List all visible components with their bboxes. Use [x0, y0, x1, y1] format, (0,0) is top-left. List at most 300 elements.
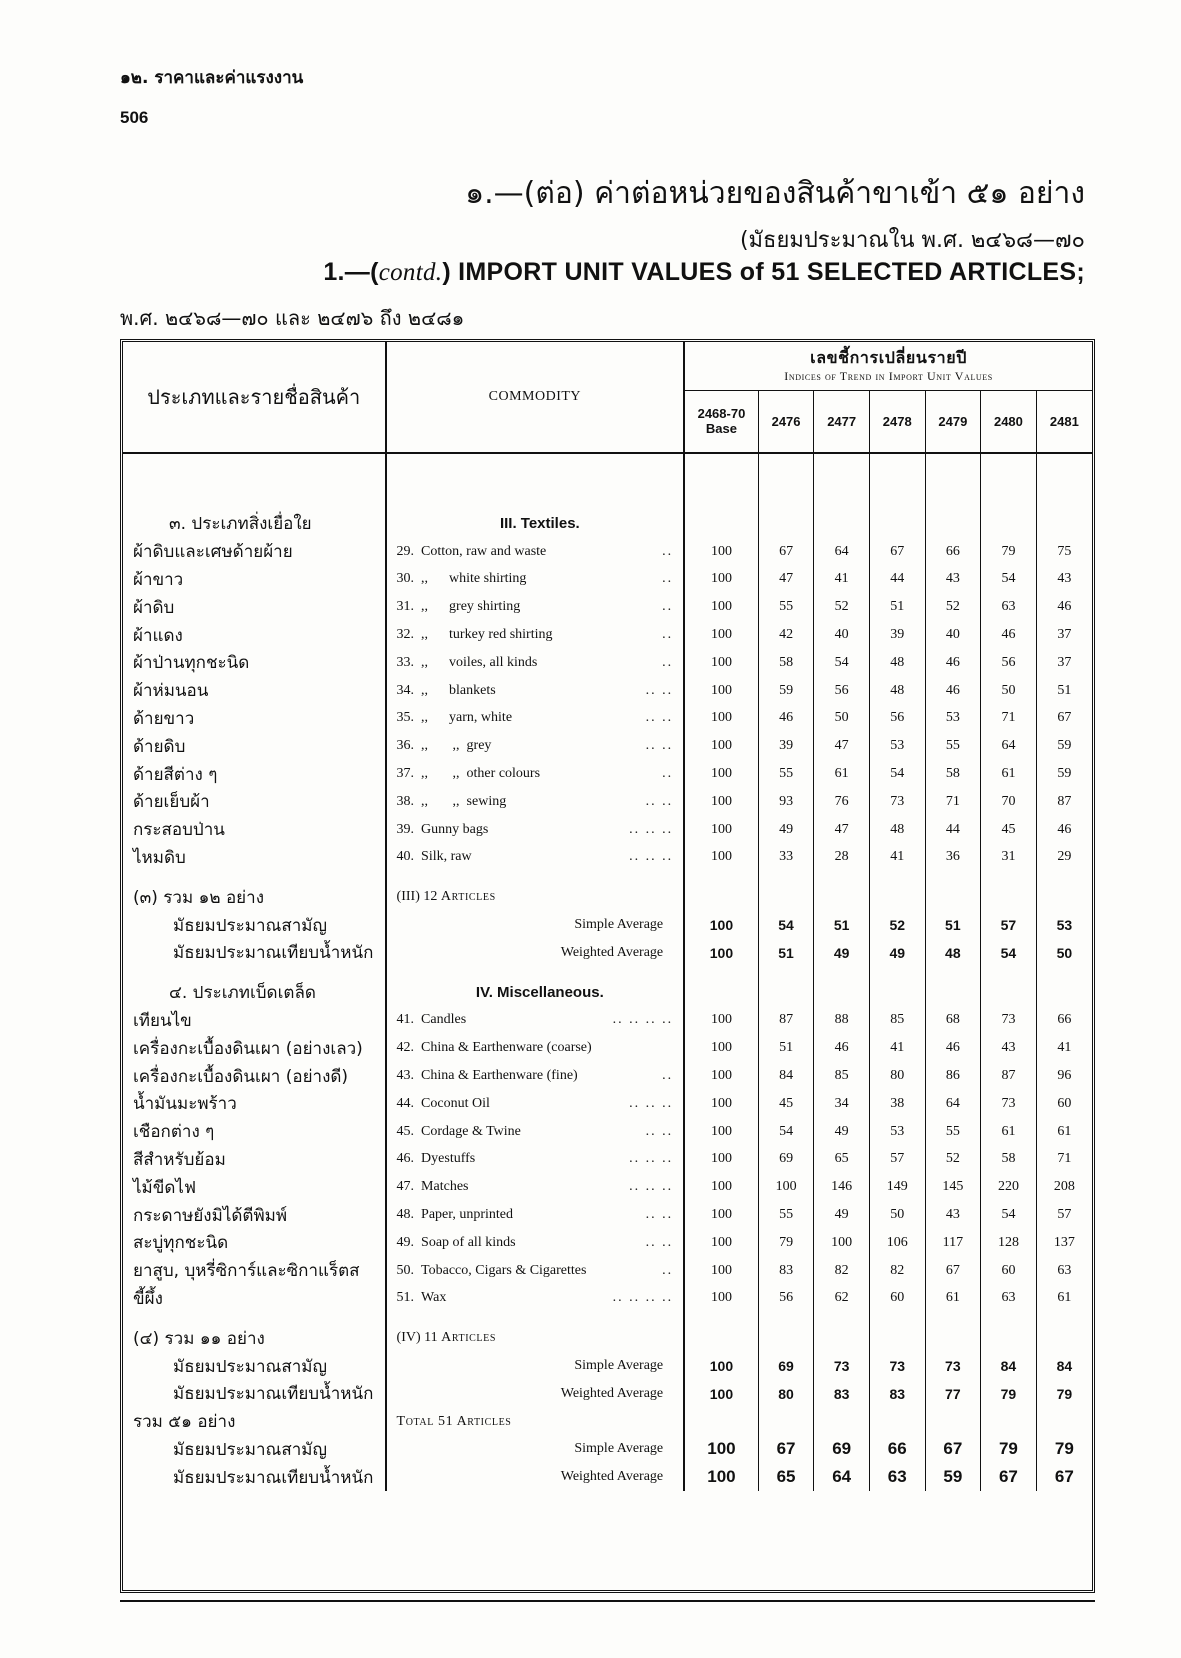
value-cell [869, 1173, 925, 1201]
value: 67 [943, 1439, 963, 1459]
value-cell [1036, 816, 1092, 844]
value-cell [1036, 760, 1092, 788]
value: 54 [834, 654, 849, 670]
value: 46 [779, 710, 794, 726]
value: 83 [779, 1262, 794, 1278]
value: 58 [779, 654, 794, 670]
item-number: 34. [396, 682, 415, 698]
value-cell [981, 538, 1037, 566]
table-row [123, 816, 1092, 844]
value: 100 [710, 1234, 732, 1250]
value: 79 [1054, 1439, 1074, 1459]
value: 44 [945, 821, 960, 837]
value: 53 [945, 710, 960, 726]
value-cell [925, 1062, 981, 1090]
value: 50 [890, 1207, 905, 1223]
value-cell [869, 1118, 925, 1146]
value: 43 [1001, 1040, 1016, 1056]
value: 59 [1057, 766, 1072, 782]
empty-cell [1036, 1408, 1092, 1436]
value: 66 [1057, 1012, 1072, 1028]
value: 53 [890, 1123, 905, 1139]
value: 51 [778, 944, 794, 961]
value-cell [925, 649, 981, 677]
value-cell [925, 1463, 981, 1491]
commodity-english [386, 677, 685, 705]
value: 58 [945, 766, 960, 782]
value-cell [758, 788, 814, 816]
value-cell [869, 677, 925, 705]
value: 87 [779, 1012, 794, 1028]
value-cell [758, 566, 814, 594]
value-cell [925, 1285, 981, 1313]
value: 100 [707, 1439, 736, 1459]
value: 59 [779, 682, 794, 698]
value: 66 [887, 1439, 907, 1459]
value: 59 [1057, 738, 1072, 754]
value-cell [758, 538, 814, 566]
commodity-english [386, 760, 685, 788]
empty-cell [123, 871, 386, 883]
value: 50 [834, 710, 849, 726]
commodity-thai: เชือกต่าง ๆ [123, 1118, 386, 1146]
empty-cell [1036, 510, 1092, 538]
empty-cell [758, 1408, 814, 1436]
empty-cell [925, 510, 981, 538]
value: 54 [1001, 571, 1016, 587]
value: 87 [1001, 1068, 1016, 1084]
commodity-thai: ด้ายขาว [123, 705, 386, 733]
value: 100 [709, 944, 734, 961]
commodity-thai: กระสอบป่าน [123, 816, 386, 844]
value: 69 [778, 1358, 794, 1374]
value: 106 [886, 1234, 908, 1250]
table-row [123, 760, 1092, 788]
item-number: 44. [396, 1095, 415, 1111]
leader-dots: .. [662, 766, 674, 782]
value-cell [869, 1463, 925, 1491]
value-cell [1036, 1062, 1092, 1090]
value-cell [869, 538, 925, 566]
table-row [123, 538, 1092, 566]
value-cell [758, 732, 814, 760]
commodity-english [386, 1090, 685, 1118]
value: 76 [834, 793, 849, 809]
empty-cell [981, 967, 1037, 979]
value: 49 [834, 1207, 849, 1223]
value: 45 [1001, 821, 1016, 837]
item-number: 36. [396, 738, 415, 754]
value: 51 [890, 599, 905, 615]
value-cell [1036, 677, 1092, 705]
empty-cell [814, 1324, 870, 1352]
value: 43 [945, 571, 960, 587]
value-cell [925, 621, 981, 649]
value: 100 [775, 1179, 797, 1195]
commodity-english [386, 1201, 685, 1229]
section-header-row [123, 979, 1092, 1007]
empty-cell [684, 979, 758, 1007]
weighted-average-english: Weighted Average [386, 939, 685, 967]
value: 67 [1057, 710, 1072, 726]
value: 47 [779, 571, 794, 587]
value: 79 [779, 1234, 794, 1250]
table-row [123, 844, 1092, 872]
commodity-thai: สะบู่ทุกชะนิด [123, 1229, 386, 1257]
value: 73 [1001, 1012, 1016, 1028]
value-cell [869, 566, 925, 594]
value-cell [981, 788, 1037, 816]
summary-group: (IV) 11 [396, 1330, 438, 1346]
leader-dots: .. .. [645, 710, 674, 726]
value: 54 [1000, 944, 1017, 961]
gap-row [123, 967, 1092, 979]
leader-dots: .. [662, 627, 674, 643]
value-cell [684, 1034, 758, 1062]
value-cell [814, 705, 870, 733]
value-cell [758, 1146, 814, 1174]
value: 84 [779, 1068, 794, 1084]
header-year: 2476 [758, 391, 814, 453]
header-year: 2477 [814, 391, 870, 453]
commodity-thai: ด้ายดิบ [123, 732, 386, 760]
empty-cell [981, 510, 1037, 538]
value-cell [869, 705, 925, 733]
value-cell [925, 1436, 981, 1464]
value: 49 [833, 944, 850, 961]
leader-dots: .. [662, 599, 674, 615]
value: 67 [779, 543, 794, 559]
value: 100 [710, 1151, 732, 1167]
value: 56 [1001, 654, 1016, 670]
value: 67 [1054, 1467, 1074, 1487]
value: 100 [710, 1068, 732, 1084]
value: 43 [1057, 571, 1072, 587]
value: 54 [778, 917, 794, 934]
commodity-english [386, 1229, 685, 1257]
commodity-english [386, 705, 685, 733]
value-cell [814, 1146, 870, 1174]
item-number: 43. [396, 1068, 415, 1084]
value: 79 [1056, 1385, 1073, 1402]
value: 63 [1001, 1290, 1016, 1306]
value: 54 [1001, 1207, 1016, 1223]
item-number: 39. [396, 821, 415, 837]
value: 100 [710, 1262, 732, 1278]
value-cell [981, 1380, 1037, 1408]
value: 60 [890, 1290, 905, 1306]
item-number: 50. [396, 1262, 415, 1278]
value-cell [981, 816, 1037, 844]
value: 55 [945, 1123, 960, 1139]
value: 87 [1057, 793, 1072, 809]
value-cell [814, 760, 870, 788]
simple-average-english: Simple Average [386, 1436, 685, 1464]
commodity-english [386, 1257, 685, 1285]
commodity-english [386, 1118, 685, 1146]
empty-cell [869, 1408, 925, 1436]
value: 40 [945, 627, 960, 643]
value-cell [814, 1436, 870, 1464]
value-cell [1036, 1352, 1092, 1380]
value: 149 [886, 1179, 908, 1195]
item-number: 47. [396, 1179, 415, 1195]
value-cell [925, 677, 981, 705]
table-row [123, 1257, 1092, 1285]
header-indices [684, 342, 1092, 391]
value: 61 [945, 1290, 960, 1306]
value-cell [684, 1380, 758, 1408]
value-cell [758, 1463, 814, 1491]
value: 47 [834, 738, 849, 754]
value: 38 [890, 1095, 905, 1111]
weighted-average-row [123, 1463, 1092, 1491]
value-cell [925, 788, 981, 816]
empty-cell [758, 883, 814, 911]
value: 51 [1057, 682, 1072, 698]
value-cell [684, 844, 758, 872]
value-cell [869, 1034, 925, 1062]
value-cell [814, 732, 870, 760]
empty-cell [981, 979, 1037, 1007]
value-cell [1036, 1201, 1092, 1229]
value-cell [684, 1257, 758, 1285]
item-name: Wax [421, 1290, 447, 1306]
value-cell [814, 1463, 870, 1491]
item-number: 29. [396, 543, 415, 559]
value-cell [981, 844, 1037, 872]
leader-dots: .. .. .. .. [612, 1290, 674, 1306]
table-row [123, 649, 1092, 677]
value-cell [758, 1118, 814, 1146]
empty-cell [814, 883, 870, 911]
value: 61 [1001, 766, 1016, 782]
value-cell [1036, 939, 1092, 967]
item-name: ,, white shirting [421, 571, 527, 587]
value: 41 [890, 849, 905, 865]
leader-dots: .. .. [645, 1234, 674, 1250]
commodity-thai: เครื่องกะเบื้องดินเผา (อย่างเลว) [123, 1034, 386, 1062]
empty-cell [684, 967, 758, 979]
value-cell [869, 649, 925, 677]
empty-cell [684, 871, 758, 883]
value-cell [1036, 1229, 1092, 1257]
item-number: 35. [396, 710, 415, 726]
value-cell [925, 1118, 981, 1146]
empty-cell [981, 1408, 1037, 1436]
value: 44 [890, 571, 905, 587]
value: 82 [890, 1262, 905, 1278]
value-cell [925, 1034, 981, 1062]
value-cell [981, 732, 1037, 760]
empty-cell [925, 453, 981, 510]
empty-cell [814, 453, 870, 510]
value-cell [869, 911, 925, 939]
value-cell [1036, 788, 1092, 816]
value-cell [684, 1436, 758, 1464]
empty-cell [814, 871, 870, 883]
simple-average-row [123, 1436, 1092, 1464]
value: 100 [710, 599, 732, 615]
value-cell [925, 593, 981, 621]
value: 86 [945, 1068, 960, 1084]
value-cell [981, 1436, 1037, 1464]
value-cell [814, 911, 870, 939]
simple-average-row [123, 1352, 1092, 1380]
leader-dots: .. .. [645, 682, 674, 698]
value-cell [981, 1146, 1037, 1174]
value: 55 [779, 1207, 794, 1223]
value: 49 [834, 1123, 849, 1139]
item-number: 48. [396, 1207, 415, 1223]
value: 75 [1057, 543, 1072, 559]
bottom-rule [120, 1600, 1095, 1602]
value-cell [1036, 593, 1092, 621]
leader-dots: .. .. .. [629, 1179, 674, 1195]
leader-dots: .. .. [645, 738, 674, 754]
value: 34 [834, 1095, 849, 1111]
value: 48 [890, 682, 905, 698]
commodity-english [386, 1146, 685, 1174]
value: 61 [1057, 1123, 1072, 1139]
value: 73 [833, 1358, 850, 1374]
value: 85 [890, 1012, 905, 1028]
table-row [123, 1285, 1092, 1313]
value: 37 [1057, 654, 1072, 670]
summary-articles: Articles [441, 1330, 496, 1346]
value-cell [925, 911, 981, 939]
value: 51 [945, 917, 961, 934]
value: 46 [945, 1040, 960, 1056]
header-thai-commodity: ประเภทและรายชื่อสินค้า [123, 342, 386, 453]
section-english: III. Textiles. [386, 510, 685, 538]
item-name: China & Earthenware (coarse) [421, 1040, 592, 1056]
table-row [123, 593, 1092, 621]
running-head: ๑๒. ราคาและค่าแรงงาน [120, 68, 304, 88]
value-cell [684, 1090, 758, 1118]
value: 100 [710, 1207, 732, 1223]
item-name: ,, turkey red shirting [421, 627, 553, 643]
commodity-english [386, 649, 685, 677]
simple-average-english: Simple Average [386, 911, 685, 939]
value-cell [869, 939, 925, 967]
header-base-label: Base [705, 420, 737, 436]
value-cell [869, 1007, 925, 1035]
empty-cell [1036, 1312, 1092, 1324]
empty-cell [758, 1312, 814, 1324]
weighted-average-english: Weighted Average [386, 1380, 685, 1408]
commodity-english [386, 732, 685, 760]
commodity-thai: ด้ายเย็บผ้า [123, 788, 386, 816]
value: 100 [709, 1385, 734, 1402]
value: 57 [1057, 1207, 1072, 1223]
value: 64 [832, 1467, 852, 1487]
empty-cell [684, 883, 758, 911]
value-cell [814, 1173, 870, 1201]
value: 73 [1001, 1095, 1016, 1111]
value-cell [814, 1090, 870, 1118]
value-cell [981, 911, 1037, 939]
value-cell [981, 1201, 1037, 1229]
value-cell [684, 1463, 758, 1491]
value: 100 [710, 738, 732, 754]
value: 100 [710, 1290, 732, 1306]
value: 145 [942, 1179, 964, 1195]
item-name: Gunny bags [421, 821, 489, 837]
item-number: 51. [396, 1290, 415, 1306]
value-cell [1036, 1007, 1092, 1035]
empty-cell [925, 967, 981, 979]
value: 60 [1001, 1262, 1016, 1278]
value-cell [1036, 1034, 1092, 1062]
empty-cell [925, 883, 981, 911]
header-year: 2481 [1036, 391, 1092, 453]
empty-cell [684, 1312, 758, 1324]
empty-cell [123, 1312, 386, 1324]
value-cell [758, 1062, 814, 1090]
empty-cell [814, 1312, 870, 1324]
value-cell [1036, 911, 1092, 939]
item-name: ,, ,, sewing [421, 793, 507, 809]
value: 52 [945, 1151, 960, 1167]
value-cell [684, 732, 758, 760]
value: 52 [834, 599, 849, 615]
empty-cell [1036, 979, 1092, 1007]
commodity-thai: สีสำหรับย้อม [123, 1146, 386, 1174]
summary-thai: (๔) รวม ๑๑ อย่าง [123, 1324, 386, 1352]
value-cell [814, 1007, 870, 1035]
value: 63 [887, 1467, 907, 1487]
empty-cell [684, 453, 758, 510]
commodity-thai: ยาสูบ, บุหรี่ซิการ์และซิกาแร็ตส [123, 1257, 386, 1285]
value: 48 [890, 821, 905, 837]
value: 54 [890, 766, 905, 782]
empty-cell [981, 453, 1037, 510]
value: 49 [889, 944, 906, 961]
header-indices-thai: เลขชี้การเปลี่ยนรายปี [810, 348, 967, 368]
leader-dots: .. [662, 571, 674, 587]
value-cell [758, 760, 814, 788]
leader-dots: .. .. .. .. [612, 1012, 674, 1028]
table-row [123, 677, 1092, 705]
section-thai: ๔. ประเภทเบ็ดเตล็ด [123, 979, 386, 1007]
value-cell [814, 1229, 870, 1257]
value-cell [981, 621, 1037, 649]
value-cell [1036, 1257, 1092, 1285]
summary-label-row [123, 1408, 1092, 1436]
value-cell [869, 1062, 925, 1090]
value: 65 [834, 1151, 849, 1167]
header-commodity: COMMODITY [386, 342, 685, 453]
value-cell [1036, 1118, 1092, 1146]
item-name: ,, ,, other colours [421, 766, 541, 782]
value: 28 [834, 849, 849, 865]
value-cell [684, 1007, 758, 1035]
empty-cell [758, 1324, 814, 1352]
commodity-thai: เทียนไข [123, 1007, 386, 1035]
value: 208 [1053, 1179, 1075, 1195]
empty-cell [925, 871, 981, 883]
value-cell [758, 1436, 814, 1464]
section-thai: ๓. ประเภทสิ่งเยื่อใย [123, 510, 386, 538]
commodity-english [386, 1062, 685, 1090]
value: 73 [890, 793, 905, 809]
value-cell [684, 566, 758, 594]
item-number: 30. [396, 571, 415, 587]
table-row [123, 566, 1092, 594]
value-cell [758, 705, 814, 733]
item-name: Cordage & Twine [421, 1123, 521, 1139]
